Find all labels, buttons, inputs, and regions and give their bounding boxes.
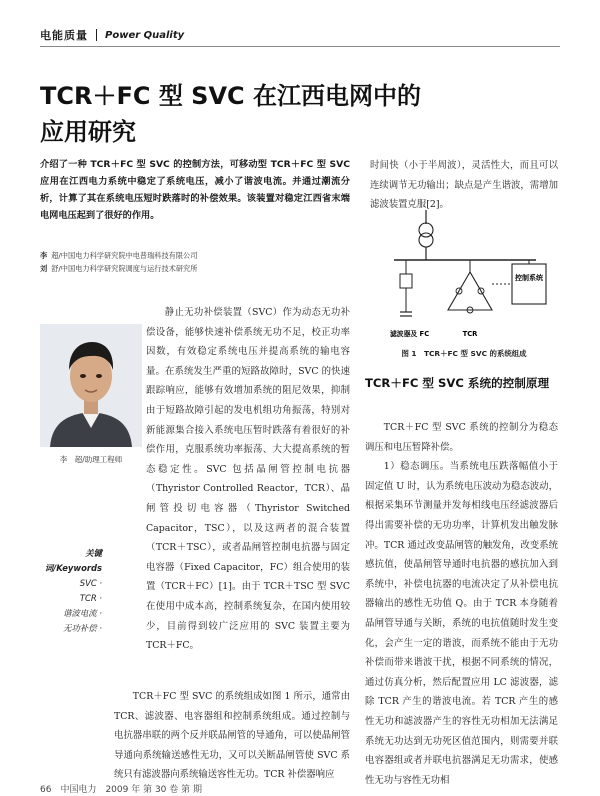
photo-caption: 李 超/助理工程师 <box>59 455 123 464</box>
author-photo <box>40 324 142 447</box>
keyword: 谐波电流 · <box>63 608 102 618</box>
author-surname: 李 <box>40 251 48 260</box>
body-paragraph: 1）稳态调压。当系统电压跌落幅值小于固定值 U 时，认为系统电压波动为稳态波动，根据采集环节测量并发每相线电压经滤波器后得出需要补偿的无功功率，计算机发出触发脉冲。TCR 通过改变晶闸管的触发角，改变系统感抗值，使晶闸管导通时电抗器的感抗加入到系统中，补偿电抗器的电流决定了从补偿电抗器输出的感性无功值 Q。由于 TCR 本身随着晶闸管导通与关断，系统的电抗值随时发生变化，会产生一定的谐波，而系统不能由于无功补偿而带来谐波干扰，根据不同系统的情况，通过仿真分析，然后配置应用 LC 滤波器，滤除 TCR 产生的谐波电流。若 TCR 产生的感性无功和滤波器产生的容性无功相加无法满足系统无功达到无功死区值范围内，则需要并联电容器组或者并联电抗器满足无功需求，使感性无功与容性无功相 <box>365 461 558 786</box>
filter-capacitor <box>400 274 412 288</box>
keyword: TCR · <box>79 593 102 603</box>
figure-caption: 图 1 TCR＋FC 型 SVC 的系统组成 <box>401 349 527 358</box>
tcr-label: TCR <box>462 330 478 338</box>
author-line <box>40 263 350 275</box>
author-affiliation: 舒/中国电力科学研究院调度与运行技术研究所 <box>51 264 198 273</box>
section-heading: TCR＋FC 型 SVC 系统的控制原理 <box>365 376 550 390</box>
header-divider <box>96 29 97 41</box>
keyword: SVC · <box>79 578 102 588</box>
author-surname: 刘 <box>40 264 48 273</box>
title-line-2: 应用研究 <box>40 118 136 146</box>
body-paragraph: TCR＋FC 型 SVC 系统的控制分为稳态调压和电压暂降补偿。 <box>365 422 558 453</box>
article-title <box>40 78 510 150</box>
keywords <box>40 546 102 636</box>
filter-label: 滤波器及 FC <box>390 330 430 338</box>
section-body <box>365 418 558 790</box>
figure-svc-system-diagram <box>386 210 558 342</box>
author-line <box>40 250 350 262</box>
journal-header <box>40 26 184 44</box>
section-name-zh: 电能质量 <box>40 29 88 42</box>
section-name-en: Power Quality <box>105 29 185 41</box>
body-paragraph-continued <box>370 156 558 215</box>
control-system-box <box>512 264 546 304</box>
title-line-1: TCR＋FC 型 SVC 在江西电网中的 <box>40 82 422 110</box>
body-paragraph: 时间快（小于半周波），灵活性大，而且可以连续调节无功输出；缺点是产生谐波，需增加滤波装置克服[2]。 <box>370 160 558 211</box>
body-paragraph: TCR＋FC 型 SVC 的系统组成如图 1 所示，通常由 TCR、滤波器、电容器组和控制系统组成。通过控制与电抗器串联的两个反并联晶闸管的导通角，可以使晶闸管导通向系统输送感性无功，又可以关断晶闸管使 SVC 系统只有滤波器向系统输送容性无功。TCR 补偿器响应 <box>114 691 350 781</box>
body-paragraph-system <box>114 687 350 785</box>
body-paragraph-intro <box>146 303 350 656</box>
author-affiliation: 超/中国电力科学研究院中电普瑞科技有限公司 <box>51 251 198 260</box>
abstract: 介绍了一种 TCR＋FC 型 SVC 的控制方法，可移动型 TCR＋FC 型 SVC 应用在江西电力系统中稳定了系统电压，减小了谐波电流。并通过潮流分析，计算了其在系统电压短时跌落时的补偿效果。该装置对稳定江西省末端电网电压起到了很好的作用。 <box>40 159 350 221</box>
header-rule <box>40 46 560 47</box>
control-system-label: 控制系统 <box>515 274 543 282</box>
tcr-delta <box>448 272 492 310</box>
keyword: 无功补偿 · <box>63 623 102 633</box>
keywords-label: 关键词/Keywords <box>44 548 102 573</box>
page-footer: 66 中国电力 2009 年 第 30 卷 第 期 <box>40 785 202 795</box>
body-paragraph: 静止无功补偿装置（SVC）作为动态无功补偿设备，能够快速补偿系统无功不足，校正功率因数，有效稳定系统电压并提高系统的输电容量。在系统发生严重的短路故障时，SVC 的快速跟踪响应，能够有效增加系统的阻尼效果，抑制由于短路故障引起的发电机组功角振荡，特别对新能源集合接入系统电压暂时跌落有着很好的补偿作用，克服系统功率振荡、大大提高系统的暂态稳定性。SVC 包括晶闸管控制电抗器（Thyristor Controlled Reactor，TCR）、晶闸管投切电容器（Thyristor Switched Capacitor，TSC），以及这两者的混合装置（TCR＋TSC），或者晶闸管控制电抗器与固定电容器（Fixed Capacitor，FC）组合使用的装置（TCR＋FC）[1]。由于 TCR＋TSC 型 SVC 在使用中成本高，控制系统复杂，在国内使用较少，目前得到较广泛应用的 SVC 装置主要为 TCR＋FC。 <box>146 307 350 652</box>
